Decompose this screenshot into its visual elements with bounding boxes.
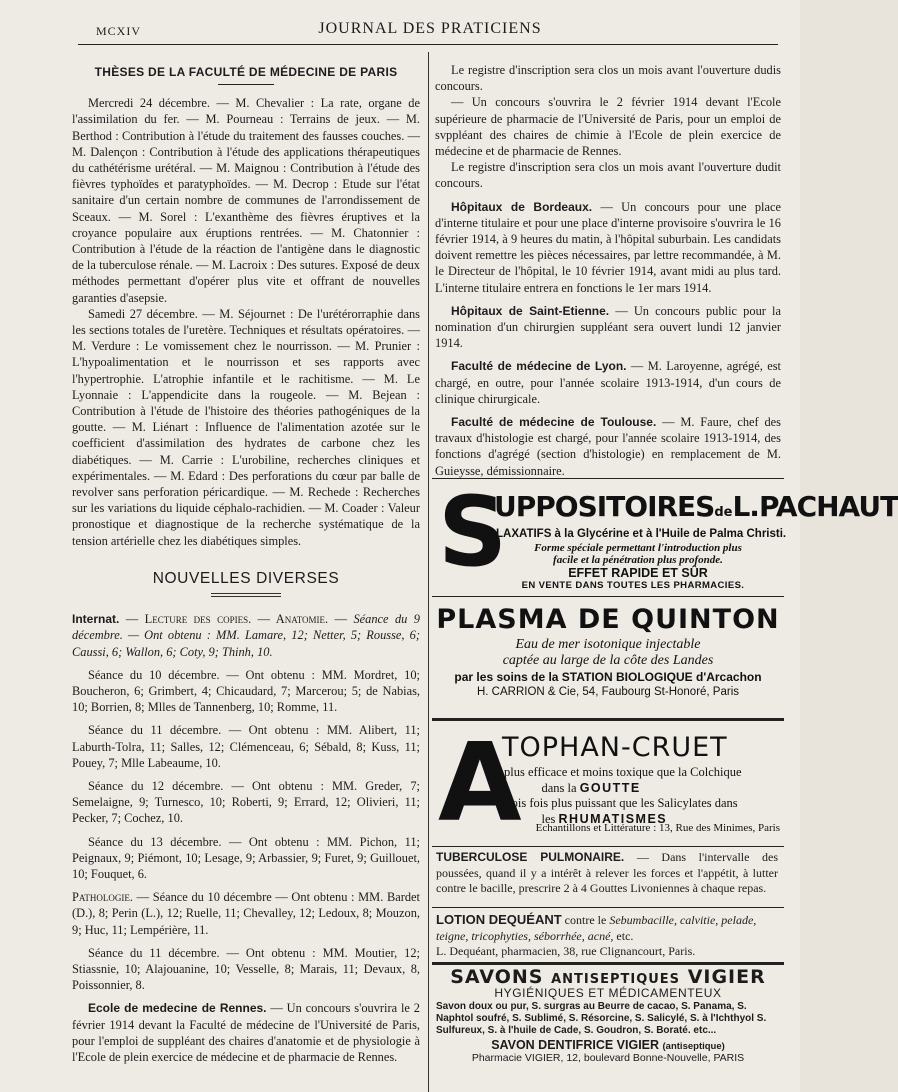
news-item-text: Séance du 11 décembre. — Ont obtenu : MM. Moutier, 12; Stiassnie, 10; Alajouanine, 10; Vesselle, 8; Marais, 11; Devaux, 8, Poissonnier, 8. <box>72 945 420 993</box>
ad-rule <box>432 846 784 847</box>
news-item-text: — M. Laroyenne, agrégé, est chargé, en outre, pour l'année scolaire 1913-1914, d'un cours de clinique chirurgicale. <box>435 359 781 406</box>
column-divider <box>428 52 429 1092</box>
toulouse-paragraph <box>435 414 781 479</box>
internat-lead: Internat. <box>72 612 120 627</box>
right-column <box>435 62 781 479</box>
toulouse-lead: Faculté de médecine de Toulouse. <box>451 415 657 430</box>
ad-body: plus efficace et moins toxique que la Colchique dans la GOUTTE trois fois plus puissant que les Salicylates dans les RHUMATISMES <box>504 765 742 826</box>
ad-rule <box>432 596 784 597</box>
theses-paragraph: Samedi 27 décembre. — M. Séjournet : De l'urétérorraphie dans les sections totales de l'uretère. Techniques et résultats opératoires. — M. Verdure : Le vomissement chez le nourrisson. — M. Prunier : L'hypoalimentation et le nourrisson et ses rapports avec l'hypertrophie. L'atrophie infantile et le rachitisme. — M. Le Lyonnaie : L'appendicite dans la rougeole. — M. Bejean : Contribution à l'étude de l'histoire des théories pathogéniques de la goutte. — M. Liénart : Influence de l'alimentation azotée sur le coefficient d'assimilation des hydrates de carbone chez les diabétiques. — M. Carrie : L'urobiline, recherches cliniques et expérimentales. — M. Edard : Des perforations du cœur par balle de revolver sans perforation péricardique. — M. Rechede : Recherches sur les variations du liquide céphalo-rachidien. — M. Coader : Valeur pronostique et diagnostique de la recherche systématique de la tension artérielle chez les diabétiques simples. <box>72 306 420 548</box>
lotion-dequeant-ad: LOTION DEQUÉANT contre le Sebumbacille, calvitie, pelade, teigne, tricophyties, séborrhée, acné, etc. L. Dequéant, pharmacien, 38, rue Clignancourt, Paris. <box>436 912 757 958</box>
nouvelles-heading: NOUVELLES DIVERSES <box>152 569 340 587</box>
news-item-text: Le registre d'inscription sera clos un mois avant l'ouverture dudit concours. <box>435 160 781 191</box>
news-item-text: — Un concours pour une place d'interne titulaire et pour une place d'interne provisoire s'ouvrira le 16 février 1914, à 9 heures du matin, à l'hôpital suburbain. Les candidats doivent remettre les pièces nécessaires, par lettre recommandée, à M. le Directeur de l'hôpital, le 10 février 1914, avant midi au plus tard. L'interne titulaire entrera en fonctions le 1er mars 1914. <box>435 199 781 295</box>
news-item-text: — M. Faure, chef des travaux d'histologie est chargé, pour l'année scolaire 1913-1914, des fonctions d'agrégé (section d'histologie) en remplacement de M. Guieysse, démissionnaire. <box>435 415 781 478</box>
ad-rule <box>432 907 784 908</box>
ad-line: captée au large de la côte des Landes <box>502 653 714 668</box>
left-column <box>72 62 420 1065</box>
tuberculose-ad: TUBERCULOSE PULMONAIRE. — Dans l'intervalle des poussées, quand il y a intérêt à relever les forces et l'appétit, à lutter contre le bacille, prescrire 2 à 4 Gouttes Livoniennes à chaque repas. <box>436 850 779 895</box>
ad-line: Forme spéciale permettant l'introduction plus facile et la pénétration plus profonde. <box>534 542 742 566</box>
ad-rule <box>432 962 784 965</box>
plasma-quinton-ad <box>436 600 780 712</box>
news-item-text: — Séance du 10 décembre — Ont obtenu : MM. Bardet (D.), 8; Perin (L.), 12; Ruelle, 11; Chevalley, 12; Ledoux, 8; Mouzon, 9; Huc, 11; Lempérière, 11. <box>72 890 420 937</box>
heading-ornament <box>211 593 281 597</box>
ad-line: Echantillons et Littérature : 13, Rue des Minimes, Paris <box>535 822 780 834</box>
ad-line: Eau de mer isotonique injectable <box>515 637 701 652</box>
ad-line: H. CARRION & Cie, 54, Faubourg St-Honoré, Paris <box>476 686 740 698</box>
news-item-text: — Un concours s'ouvrira le 2 février 1914 devant la Faculté de médecine de l'Université de Paris, pour l'emploi de suppléant des chaires d'anatomie et de physiologie à l'Ecole de plein exercice de médecine et de pharmacie de Rennes. <box>72 1001 420 1064</box>
ad-line: SAVON DENTIFRICE VIGIER (antiseptique) <box>491 1038 725 1052</box>
etienne-paragraph <box>435 303 781 352</box>
news-item-text: Séance du 13 décembre. — Ont obtenu : MM. Pichon, 11; Peignaux, 9; Piémont, 10; Lesage, 9; Arbassier, 9; Furet, 9; Guillouet, 10; Fouquet, 6. <box>72 834 420 881</box>
pathologie-lead: Pathologie. <box>72 890 133 905</box>
bordeaux-paragraph <box>435 199 781 296</box>
ad-title: PLASMA DE QUINTON <box>436 604 780 635</box>
lyon-lead: Faculté de médecine de Lyon. <box>451 359 627 374</box>
ad-line: Pharmacie VIGIER, 12, boulevard Bonne-Nouvelle, PARIS <box>471 1052 745 1064</box>
news-item-text: Le registre d'inscription sera clos un mois avant l'ouverture dudis concours. <box>435 63 781 94</box>
ad-initial: A <box>438 721 522 846</box>
news-item-text: Séance du 10 décembre. — Ont obtenu : MM. Mordret, 10; Boucheron, 6; Grimbert, 4; Chicaudard, 7; Marcerou; 5; de Nabias, 10; Borrien, 8; Mlles de Tannenberg, 10; Romme, 11. <box>72 667 420 715</box>
atophan-cruet-ad <box>436 721 780 846</box>
heading-rule <box>218 84 274 85</box>
etienne-lead: Hôpitaux de Saint-Etienne. <box>451 303 610 318</box>
theses-paragraph: Mercredi 24 décembre. — M. Chevalier : La rate, organe de l'assimilation du fer. — M. Pourneau : Terrains de jeux. — M. Berthod : Contribution à l'étude du traitement des fausses couches. — M. Dalençon : Contribution à l'étude des applications thérapeutiques du cathétérisme urétéral. — M. Maignou : Contribution à l'étude des fièvres typhoïdes et paratyphoïdes. — M. Decrop : Etude sur l'état sanitaire d'un certain nombre de communes de l'arrondissement de Sceaux. — M. Sorel : L'exanthème des fièvres éruptives et la croyance populaire aux éruptions rentrées. — M. Chatonnier : Contribution à l'étude de la réaction de l'antigène dans le diagnostic de la tuberculose rénale. — M. Lacroix : Des sutures. Exposé de deux méthodes permettant d'opérer plus vite et offrant de nouvelles garanties d'asepsie. <box>72 96 420 305</box>
lyon-paragraph <box>435 358 781 407</box>
ad-line: Savon doux ou pur, S. surgras au Beurre de cacao, S. Panama, S. Naphtol soufré, S. Sublimé, S. Résorcine, S. Salicylé, S. à l'Ichthyol S. Sulfureux, S. à l'huile de Cade, S. Goudron, S. Boraté. etc... <box>436 1001 767 1036</box>
ad-line: EN VENTE DANS TOUTES LES PHARMACIES. <box>521 580 745 591</box>
news-item-text: — Un concours public pour la nomination d'un chirurgien suppléant sera ouvert lundi 12 janvier 1914. <box>435 303 781 351</box>
bordeaux-lead: Hôpitaux de Bordeaux. <box>451 199 593 214</box>
ad-title: SAVONS ANTISEPTIQUES VIGIER <box>450 966 766 988</box>
ad-line: EFFET RAPIDE ET SÛR <box>568 566 708 580</box>
ad-title: UPPOSITOIRESdeL.PACHAUT <box>494 490 898 523</box>
internat-paragraph <box>72 611 420 660</box>
news-item-text: — Un concours s'ouvrira le 2 février 1914 devant l'Ecole supérieure de pharmacie de l'Université de Paris, pour un emploi de svppléant des chaires de chimie à l'Ecole de plein exercice de médecine et de pharmacie de Rennes. <box>435 95 781 159</box>
news-item-text: Séance du 9 décembre. — Ont obtenu : MM. Lamare, 12; Netter, 5; Rousse, 6; Caussi, 6; Wallon, 6; Coty, 9; Thinh, 10. <box>72 612 420 659</box>
rennes-lead: Ecole de medecine de Rennes. <box>88 1001 267 1016</box>
ad-line: LAXATIFS à la Glycérine et à l'Huile de Palma Christi. <box>496 528 787 540</box>
suppositoires-ad <box>436 476 898 592</box>
page-folio: MCXIV <box>96 24 142 38</box>
ad-line: par les soins de la STATION BIOLOGIQUE d'Arcachon <box>454 670 762 684</box>
pathologie-paragraph <box>72 889 420 938</box>
running-header <box>88 18 772 44</box>
rennes-paragraph <box>72 1000 420 1065</box>
journal-title: JOURNAL DES PRATICIENS <box>318 20 542 37</box>
ad-initial: S <box>438 476 508 588</box>
savons-vigier-ad <box>436 966 780 1064</box>
ad-title: TOPHAN-CRUET <box>502 732 728 763</box>
header-rule <box>78 44 778 45</box>
news-item-text: Séance du 12 décembre. — Ont obtenu : MM. Greder, 7; Semelaigne, 9; Turnesco, 10; Roberti, 9; Errard, 12; Olivieri, 11; Pecker, 7; Cochez, 10. <box>72 778 420 826</box>
ad-line: HYGIÉNIQUES ET MÉDICAMENTEUX <box>494 986 722 1000</box>
internat-subhead: — Lecture des copies. — Anatomie. — <box>125 612 347 627</box>
news-item-text: Séance du 11 décembre. — Ont obtenu : MM. Alibert, 11; Laburth-Tolra, 11; Salles, 12; Clémenceau, 6; Sébald, 8; Kuss, 11; Pouey, 7; Mlle Labeaume, 10. <box>72 723 420 770</box>
theses-heading: THÈSES DE LA FACULTÉ DE MÉDECINE DE PARIS <box>94 65 398 79</box>
